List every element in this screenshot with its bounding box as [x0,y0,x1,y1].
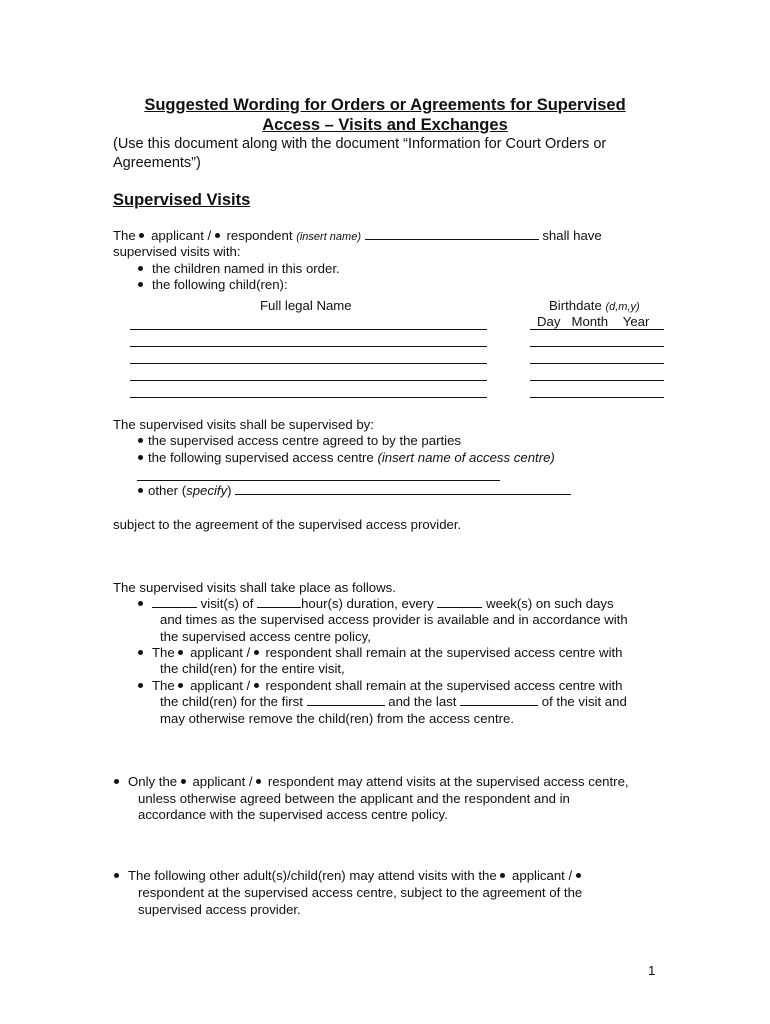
bullet-icon [138,488,143,493]
checkbox-bullet-icon [576,873,581,878]
p1-line-1 [113,228,602,246]
p6-line-3: supervised access provider. [138,902,301,917]
p1-the: The [113,228,136,243]
birthdate-blank-line [530,363,664,364]
p4-b1-line-1 [152,596,614,613]
name-blank-line [130,397,487,398]
p4-b3-the: The [152,678,175,693]
p1-respondent: respondent [222,228,297,243]
p2-close: ) [227,483,236,498]
name-blank-line [130,380,487,381]
table-col-birthdate-header [549,298,640,316]
checkbox-bullet-icon [178,683,183,688]
weeks-blank [437,596,482,608]
birthdate-label: Birthdate [549,298,602,313]
p5-l1-a: Only the [128,774,178,789]
bullet-icon [138,282,143,287]
bullet-icon [138,683,143,688]
p4-b3-line-3: may otherwise remove the child(ren) from the access centre. [160,711,515,726]
p5-line-1 [128,774,629,791]
bullet-icon [138,455,143,460]
p2-specify: specify [186,483,228,498]
p1-line-2: supervised visits with: [113,244,241,259]
subtitle [113,135,653,172]
hours-blank [257,596,301,608]
other-blank [235,483,571,495]
checkbox-bullet-icon [256,779,261,784]
p1-applicant: applicant / [147,228,215,243]
checkbox-bullet-icon [500,873,505,878]
p2-b2-italic: (insert name of access centre) [377,450,555,465]
p4-b3-line-2 [160,694,627,711]
p2-other: other ( [148,483,187,498]
bullet-icon [138,266,143,271]
checkbox-bullet-icon [254,650,259,655]
birthdate-blank-line [530,329,664,330]
p4-b2-line-2: the child(ren) for the entire visit, [160,661,345,676]
checkbox-bullet-icon [178,650,183,655]
checkbox-bullet-icon [215,233,220,238]
p4-b2-the: The [152,645,175,660]
bullet-icon [138,601,143,606]
p1-insert-name: (insert name) [296,231,361,243]
p4-b2-applicant: applicant / [186,645,254,660]
p1-shall-have: shall have [538,228,602,243]
name-blank [365,228,539,240]
p6-line-1 [128,868,584,885]
p2-bullet-3 [148,483,571,500]
p4-b3-rest: respondent shall remain at the supervised access centre with [261,678,623,693]
p5-l1-b: applicant / [188,774,257,789]
p4-intro: The supervised visits shall take place as follows. [113,580,396,595]
p5-line-3: accordance with the supervised access centre policy. [138,807,448,822]
subtitle-line-2: Agreements”) [113,154,201,171]
p4-b1-line-2: and times as the supervised access provider is available and in accordance with [160,612,628,627]
p4-b3-line-1 [152,678,623,695]
birthdate-blank-line [530,397,664,398]
p4-b1-line-3: the supervised access centre policy, [160,629,371,644]
bullet-icon [138,438,143,443]
p6-line-2: respondent at the supervised access centre, subject to the agreement of the [138,885,583,900]
checkbox-bullet-icon [181,779,186,784]
last-duration-blank [460,694,538,706]
month-label: Month [571,314,609,329]
p2-bullet-2 [148,450,555,467]
p2-bullet-1: the supervised access centre agreed to by the parties [148,433,462,448]
document-title [100,95,670,135]
p4-b3-l2-a: the child(ren) for the first [160,694,307,709]
table-col-name-header: Full legal Name [260,298,352,313]
p4-b1-a: visit(s) of [197,596,258,611]
title-line-1: Suggested Wording for Orders or Agreements for Supervised [144,96,626,114]
bullet-icon [114,873,119,878]
checkbox-bullet-icon [254,683,259,688]
name-blank-line [130,346,487,347]
p6-l1-a: The following other adult(s)/child(ren) may attend visits with the [128,868,497,883]
title-line-2: Access – Visits and Exchanges [262,116,508,134]
access-centre-blank-line [137,480,500,481]
p5-line-2: unless otherwise agreed between the applicant and the respondent and in [138,791,570,806]
visits-count-blank [152,596,197,608]
p4-b3-l2-c: of the visit and [538,694,627,709]
name-blank-line [130,363,487,364]
p2-intro: The supervised visits shall be supervised by: [113,417,374,432]
birthdate-format-note: (d,m,y) [605,301,640,313]
name-blank-line [130,329,487,330]
p2-b2-text: the following supervised access centre [148,450,378,465]
year-label: Year [622,314,650,329]
p3-text: subject to the agreement of the supervised access provider. [113,517,462,532]
day-label: Day [537,314,561,329]
p4-b3-applicant: applicant / [186,678,254,693]
p4-b1-c: week(s) on such days [482,596,614,611]
birthdate-blank-line [530,380,664,381]
page-number: 1 [648,963,656,978]
p1-bullet-2: the following child(ren): [152,277,288,292]
p1-bullet-1: the children named in this order. [152,261,340,276]
section-heading: Supervised Visits [113,191,251,209]
first-duration-blank [307,694,385,706]
subtitle-line-1: (Use this document along with the document “Information for Court Orders or [113,136,607,152]
p4-b3-l2-b: and the last [384,694,461,709]
p4-b2-line-1 [152,645,623,662]
p6-l1-b: applicant / [508,868,576,883]
bullet-icon [138,650,143,655]
p4-b2-rest: respondent shall remain at the supervised access centre with [261,645,623,660]
bullet-icon [114,779,119,784]
checkbox-bullet-icon [139,233,144,238]
birthdate-blank-line [530,346,664,347]
p5-l1-c: respondent may attend visits at the supervised access centre, [264,774,629,789]
p4-b1-b: hour(s) duration, every [301,596,438,611]
